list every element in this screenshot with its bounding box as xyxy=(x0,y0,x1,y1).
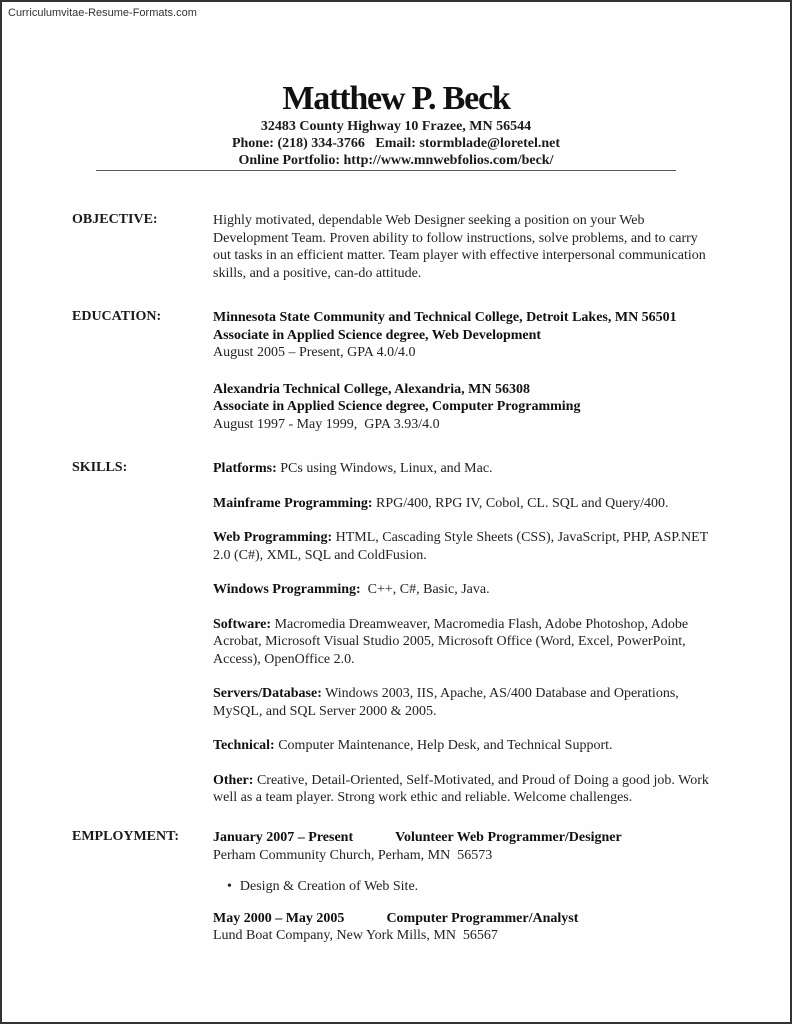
skill-value: Macromedia Dreamweaver, Macromedia Flash, Adobe Photoshop, Adobe Acrobat, Microsoft Visual Studio 2005, Microsoft Office (Word, Excel, PowerPoint, Access), OpenOffice 2.0. xyxy=(213,616,689,667)
job-entry xyxy=(213,910,723,945)
skills-content xyxy=(213,460,723,823)
candidate-name: Matthew P. Beck xyxy=(282,80,510,117)
address: 32483 County Highway 10 Frazee, MN 56544 xyxy=(260,119,532,134)
skill-value: Computer Maintenance, Help Desk, and Technical Support. xyxy=(274,738,613,753)
school-name: Minnesota State Community and Technical College, Detroit Lakes, MN 56501 xyxy=(213,310,677,325)
skills-label: SKILLS: xyxy=(72,460,128,475)
education-label: EDUCATION: xyxy=(72,309,162,324)
objective-text: Highly motivated, dependable Web Designer seeking a position on your Web Development Team. Proven ability to follow instructions, solve problems, and to carry out tasks in an efficient matter. Team player with effective interpersonal communication skills, and a positive, can-do attitude. xyxy=(213,213,706,281)
job-title: Computer Programmer/Analyst xyxy=(386,910,579,926)
job-entry xyxy=(213,829,723,896)
skill-item xyxy=(213,581,723,599)
header-divider xyxy=(96,170,676,171)
job-dates: January 2007 – Present xyxy=(213,830,354,845)
job-employer: Perham Community Church, Perham, MN 56573 xyxy=(213,847,493,863)
education-dates: August 2005 – Present, GPA 4.0/4.0 xyxy=(213,345,416,360)
skill-value: PCs using Windows, Linux, and Mac. xyxy=(276,461,493,476)
education-content xyxy=(213,309,723,449)
skill-name: Web Programming: xyxy=(213,530,333,545)
skill-name: Technical: xyxy=(213,738,275,753)
skill-value: RPG/400, RPG IV, Cobol, CL. SQL and Query/400. xyxy=(372,495,669,511)
skill-name: Mainframe Programming: xyxy=(213,495,373,511)
portfolio-link: Online Portfolio: http://www.mnwebfolios.com/beck/ xyxy=(238,153,554,168)
job-dates: May 2000 – May 2005 xyxy=(213,910,345,926)
degree: Associate in Applied Science degree, Computer Programming xyxy=(213,399,581,414)
skill-item xyxy=(213,460,723,478)
skill-name: Servers/Database: xyxy=(213,686,322,701)
education-dates: August 1997 - May 1999, GPA 3.93/4.0 xyxy=(213,416,440,432)
resume-header xyxy=(2,80,790,169)
skill-value: Windows 2003, IIS, Apache, AS/400 Database and Operations, MySQL, and SQL Server 2000 & 2005. xyxy=(213,686,679,719)
skill-item xyxy=(213,495,723,513)
skill-name: Windows Programming: xyxy=(213,582,361,597)
skill-item xyxy=(213,772,723,807)
skill-value: HTML, Cascading Style Sheets (CSS), JavaScript, PHP, ASP.NET 2.0 (C#), XML, SQL and ColdFusion. xyxy=(213,530,708,563)
skill-name: Software: xyxy=(213,616,272,632)
skill-name: Other: xyxy=(213,772,254,788)
job-bullet: • Design & Creation of Web Site. xyxy=(231,878,723,896)
skill-value: C++, C#, Basic, Java. xyxy=(360,582,490,597)
job-heading xyxy=(213,910,723,928)
education-entry xyxy=(213,309,723,362)
job-heading xyxy=(213,829,723,847)
employment-label: EMPLOYMENT: xyxy=(72,829,180,844)
job-bullets xyxy=(213,878,723,896)
skill-name: Platforms: xyxy=(213,461,277,476)
education-entry xyxy=(213,381,723,434)
skill-item xyxy=(213,737,723,755)
skill-value: Creative, Detail-Oriented, Self-Motivated, and Proud of Doing a good job. Work well as a team player. Strong work ethic and reliable. Welcome challenges. xyxy=(213,772,709,805)
skill-item xyxy=(213,616,723,669)
employment-content xyxy=(213,829,723,945)
skill-item xyxy=(213,529,723,564)
degree: Associate in Applied Science degree, Web Development xyxy=(213,327,542,343)
job-title: Volunteer Web Programmer/Designer xyxy=(395,830,622,845)
phone-email: Phone: (218) 334-3766 Email: stormblade@loretel.net xyxy=(231,136,561,151)
watermark-text: Curriculumvitae-Resume-Formats.com xyxy=(8,7,197,19)
skill-item xyxy=(213,685,723,720)
job-employer: Lund Boat Company, New York Mills, MN 56567 xyxy=(213,928,498,943)
objective-label: OBJECTIVE: xyxy=(72,212,158,227)
school-name: Alexandria Technical College, Alexandria, MN 56308 xyxy=(213,381,530,397)
